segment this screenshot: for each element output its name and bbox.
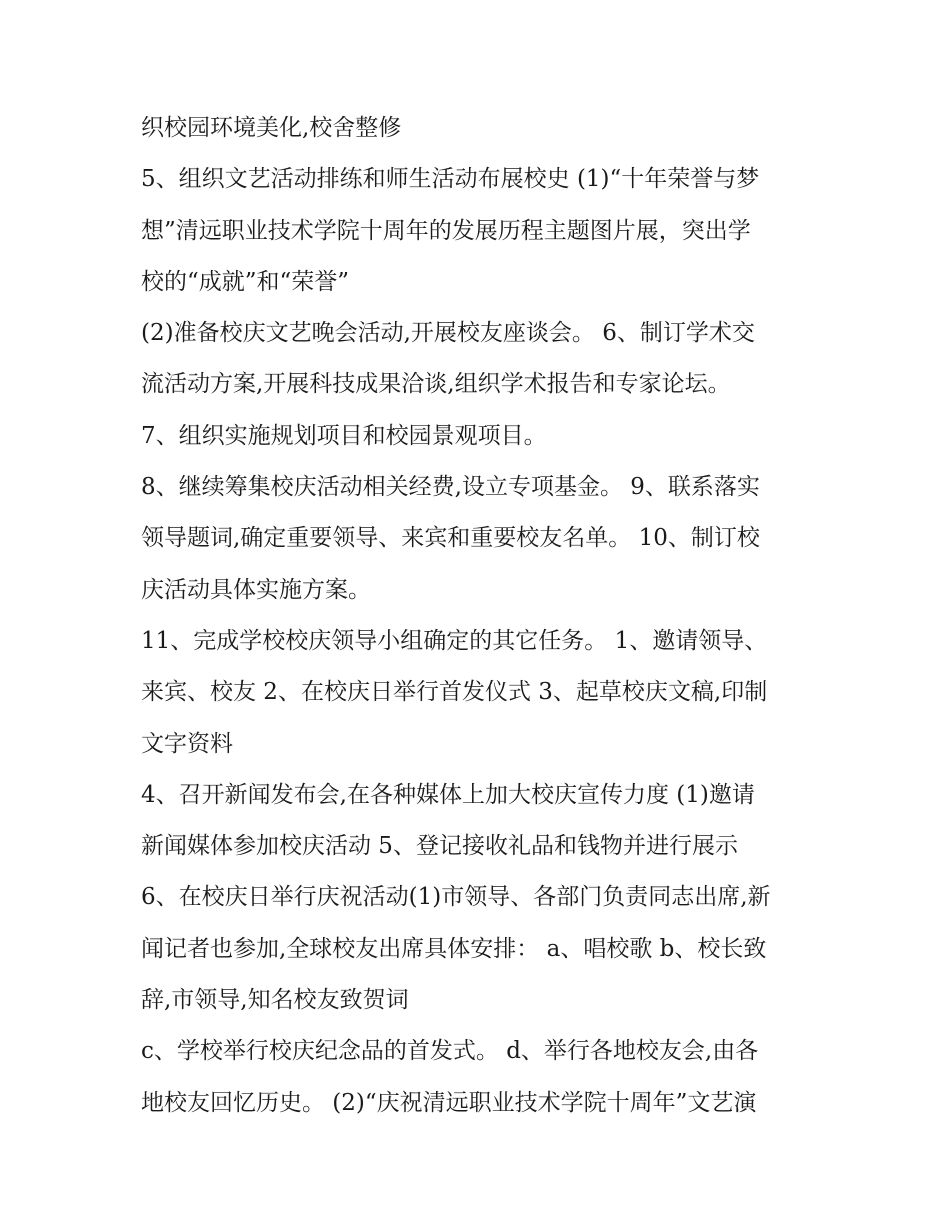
text-line: 庆活动具体实施方案。 xyxy=(141,576,371,603)
text-line: 来宾、校友 2、在校庆日举行首发仪式 3、起草校庆文稿,印制 xyxy=(141,679,768,706)
text-line: 新闻媒体参加校庆活动 5、登记接收礼品和钱物并进行展示 xyxy=(141,833,738,860)
text-line: 文字资料 xyxy=(141,730,233,757)
text-line: 5、组织文艺活动排练和师生活动布展校史 (1)“十年荣誉与梦 xyxy=(141,166,760,193)
text-line: 8、继续筹集校庆活动相关经费,设立专项基金。 9、联系落实 xyxy=(141,474,760,501)
text-line: 闻记者也参加,全球校友出席具体安排： a、唱校歌 b、校长致 xyxy=(141,935,767,962)
text-line: 领导题词,确定重要领导、来宾和重要校友名单。 10、制订校 xyxy=(141,525,760,552)
text-line: 地校友回忆历史。 (2)“庆祝清远职业技术学院十周年”文艺演 xyxy=(141,1089,757,1116)
text-line: 流活动方案,开展科技成果洽谈,组织学术报告和专家论坛。 xyxy=(141,371,731,398)
text-line: 4、召开新闻发布会,在各种媒体上加大校庆宣传力度 (1)邀请 xyxy=(141,781,755,808)
text-line: 想”清远职业技术学院十周年的发展历程主题图片展，突出学 xyxy=(141,217,751,244)
text-line: 辞,市领导,知名校友致贺词 xyxy=(141,987,409,1014)
text-line: 6、在校庆日举行庆祝活动(1)市领导、各部门负责同志出席,新 xyxy=(141,884,771,911)
text-line: c、学校举行校庆纪念品的首发式。 d、举行各地校友会,由各 xyxy=(141,1038,759,1065)
text-line: 织校园环境美化,校舍整修 xyxy=(141,115,402,141)
text-line: (2)准备校庆文艺晚会活动,开展校友座谈会。 6、制订学术交 xyxy=(141,320,755,347)
text-line: 校的“成就”和“荣誉” xyxy=(141,268,350,295)
document-body xyxy=(141,108,821,1134)
text-line: 7、组织实施规划项目和校园景观项目。 xyxy=(141,422,547,449)
text-line: 11、完成学校校庆领导小组确定的其它任务。 1、邀请领导、 xyxy=(141,627,768,654)
